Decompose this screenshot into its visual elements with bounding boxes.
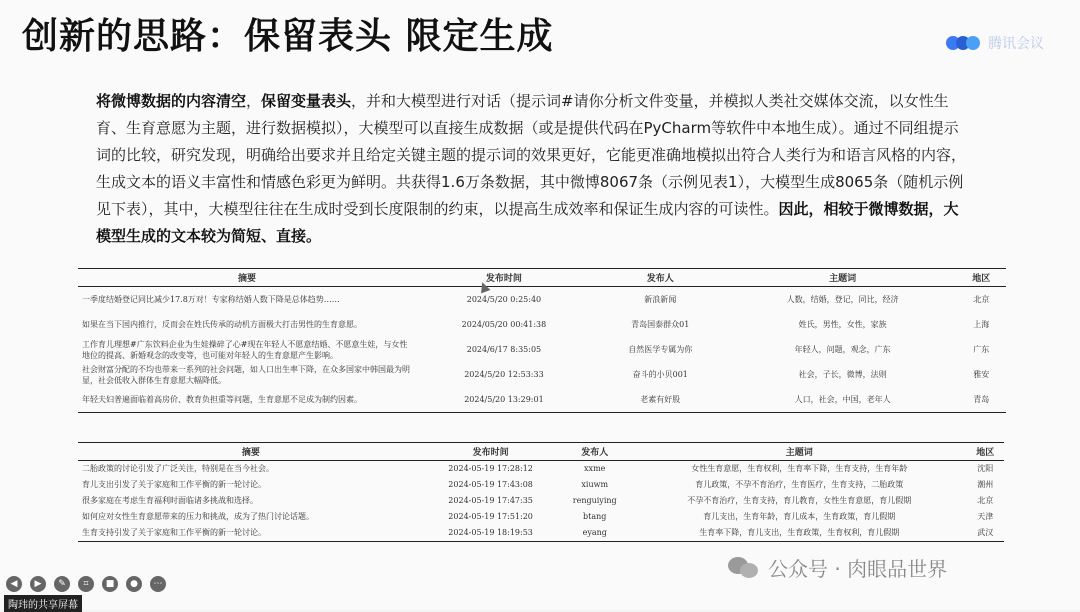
- col-region: 地区: [976, 448, 995, 458]
- cell-time: 2024-05-19 17:51:20: [448, 512, 533, 521]
- laser-icon[interactable]: ●: [126, 576, 142, 592]
- cell-summary: 如何应对女性生育意愿带来的压力和挑战，成为了热门讨论话题。: [82, 512, 314, 521]
- table-header-row: [78, 443, 1004, 461]
- meeting-logo-icon: [946, 34, 982, 52]
- video-icon[interactable]: ■: [102, 576, 118, 592]
- cell-author: xiuwm: [581, 480, 609, 489]
- table-row: [78, 525, 1004, 542]
- weibo-sample-table: [78, 268, 1006, 413]
- table-row: [78, 312, 1006, 337]
- col-topic: 主题词: [829, 274, 857, 284]
- table-row: [78, 287, 1006, 313]
- body-text: ，并和大模型进行对话（提示词#请你分析文件变量，并模拟人类社交媒体交流，以女性生育、生育意愿为主题，进行数据模拟），大模型可以直接生成数据（或是提供代码在PyCharm等软件中本地生成）。通过不同组提示词的比较，研究发现，明确给出要求并且给定关键主题的提示词的效果更好，它能更准确地模拟出符合人类行为和语言风格的内容，生成文本的语义丰富性和情感色彩更为鲜明。共获得1.6万条数据，其中微博8067条（示例见表1），大模型生成8065条（随机示例见下表），其中，大模型往往在生成时受到长度限制的约束，以提高生成效率和保证生成内容的可读性。: [96, 92, 967, 218]
- cell-topic: 不孕不育治疗，生育支持，育儿教育，女性生育意愿，育儿假期: [687, 496, 912, 505]
- cell-topic: 育儿支出，生育年龄，育儿成本，生育政策，育儿假期: [703, 512, 896, 521]
- cell-region: 武汉: [977, 528, 994, 537]
- col-time: 发布时间: [472, 448, 509, 458]
- cell-time: 2024-05-19 17:47:35: [448, 496, 533, 505]
- cell-summary: 二胎政策的讨论引发了广泛关注，特别是在当今社会。: [82, 464, 274, 473]
- cell-region: 北京: [973, 295, 990, 304]
- cell-author: 青岛国泰群众01: [631, 320, 690, 329]
- col-author: 发布人: [581, 448, 609, 458]
- more-icon[interactable]: ⋯: [150, 576, 166, 592]
- cell-time: 2024/6/17 8:35:05: [466, 345, 542, 354]
- cell-summary: 一季度结婚登记同比减少17.8万对！专家称结婚人数下降是总体趋势……: [82, 295, 340, 304]
- tencent-meeting-logo: [946, 33, 1044, 53]
- cell-region: 天津: [977, 512, 994, 521]
- cell-summary: 育儿支出引发了关于家庭和工作平衡的新一轮讨论。: [82, 480, 266, 489]
- table-row: [78, 461, 1004, 478]
- bold-phrase-1: 将微博数据的内容清空: [96, 92, 247, 110]
- table-row: [78, 477, 1004, 493]
- cell-topic: 社会，子长，微博，法则: [798, 370, 887, 379]
- cell-region: 北京: [977, 496, 994, 505]
- meeting-toolbar: [6, 576, 166, 592]
- cell-author: eyang: [582, 528, 607, 537]
- cell-time: 2024/05/20 00:41:38: [461, 320, 547, 329]
- cell-author: 自然医学专属为你: [628, 345, 693, 354]
- cell-topic: 女性生育意愿，生育权利，生育率下降，生育支持，生育年龄: [691, 464, 908, 473]
- col-summary: 摘要: [237, 274, 256, 284]
- cell-author: 奋斗的小贝001: [632, 370, 688, 379]
- bold-phrase-2: 保留变量表头: [261, 92, 352, 110]
- col-author: 发布人: [646, 274, 674, 284]
- cell-summary: 工作育儿理想#广东饮料企业为生娃操碎了心#现在年轻人不愿意结婚、不愿意生娃，与女性地位的提高、新婚观念的改变等，也可能对年轻人的生育意愿产生影响。: [82, 339, 408, 360]
- cell-time: 2024/5/20 12:53:33: [464, 370, 544, 379]
- cell-region: 上海: [973, 320, 990, 329]
- cell-topic: 人口，社会，中国，老年人: [794, 395, 891, 404]
- cell-author: 新浪新闻: [644, 295, 677, 304]
- col-region: 地区: [972, 274, 991, 284]
- wechat-watermark: [728, 553, 947, 582]
- cell-time: 2024/5/20 0:25:40: [466, 295, 542, 304]
- cell-time: 2024-05-19 17:43:08: [448, 480, 533, 489]
- watermark-text: 公众号 · 肉眼品世界: [768, 557, 948, 581]
- cell-region: 潮州: [977, 480, 994, 489]
- cell-topic: 育儿政策，不孕不育治疗，生育医疗，生育支持，二胎政策: [695, 480, 904, 489]
- cell-summary: 很多家庭在考虑生育福利时面临诸多挑战和选择。: [82, 496, 258, 505]
- cell-topic: 人数，结婚，登记，同比，经济: [786, 295, 899, 304]
- cell-region: 雅安: [973, 370, 990, 379]
- table-header-row: [78, 269, 1006, 287]
- body-paragraph: [96, 88, 966, 250]
- cell-time: 2024/5/20 13:29:01: [464, 395, 544, 404]
- table-row: [78, 337, 1006, 362]
- screenshot-icon[interactable]: ⌗: [78, 576, 94, 592]
- cell-summary: 生育支持引发了关于家庭和工作平衡的新一轮讨论。: [82, 528, 266, 537]
- play-icon[interactable]: ▶: [30, 576, 46, 592]
- wechat-icon: [728, 555, 760, 581]
- pen-icon[interactable]: ✎: [54, 576, 70, 592]
- cell-topic: 年轻人，问题，观念，广东: [794, 345, 891, 354]
- table-row: [78, 362, 1006, 387]
- cell-author: 老素有好股: [640, 395, 681, 404]
- col-time: 发布时间: [485, 274, 522, 284]
- col-summary: 摘要: [241, 448, 260, 458]
- cell-summary: 如果在当下国内推行，反而会在姓氏传承的动机方面极大打击男性的生育意愿。: [82, 320, 362, 329]
- cell-topic: 姓氏，男性，女性，家族: [798, 320, 887, 329]
- cell-author: renguiying: [572, 496, 617, 505]
- cell-author: btang: [583, 512, 607, 521]
- cell-region: 广东: [973, 345, 990, 354]
- cell-summary: 社会财富分配的不均也带来一系列的社会问题，如人口出生率下降，在众多国家中韩国最为明显，社会低收入群体生育意愿大幅降低。: [82, 364, 410, 385]
- cell-region: 沈阳: [977, 464, 994, 473]
- logo-text: 腾讯会议: [988, 36, 1044, 52]
- cell-time: 2024-05-19 18:19:53: [448, 528, 533, 537]
- llm-generated-table: [78, 442, 1004, 542]
- table-row: [78, 493, 1004, 509]
- table-row: [78, 509, 1004, 525]
- cell-summary: 年轻夫妇普遍面临着高房价、教育负担重等问题，生育意愿不足成为制约因素。: [82, 395, 362, 404]
- conclusion-bold: 因此，相较于微博数据，大模型生成的文本较为简短、直接。: [96, 200, 959, 245]
- table-row: [78, 387, 1006, 413]
- back-icon[interactable]: ◀: [6, 576, 22, 592]
- cell-region: 青岛: [973, 395, 990, 404]
- cell-topic: 生育率下降，育儿支出，生育政策，生育权利，育儿假期: [699, 528, 900, 537]
- cell-author: xxme: [584, 464, 606, 473]
- cell-time: 2024-05-19 17:28:12: [448, 464, 533, 473]
- col-topic: 主题词: [785, 448, 813, 458]
- screen-share-label: 陶玮的共享屏幕: [4, 595, 82, 612]
- slide-title: 创新的思路：保留表头 限定生成: [22, 16, 554, 57]
- sep: ，: [246, 92, 262, 110]
